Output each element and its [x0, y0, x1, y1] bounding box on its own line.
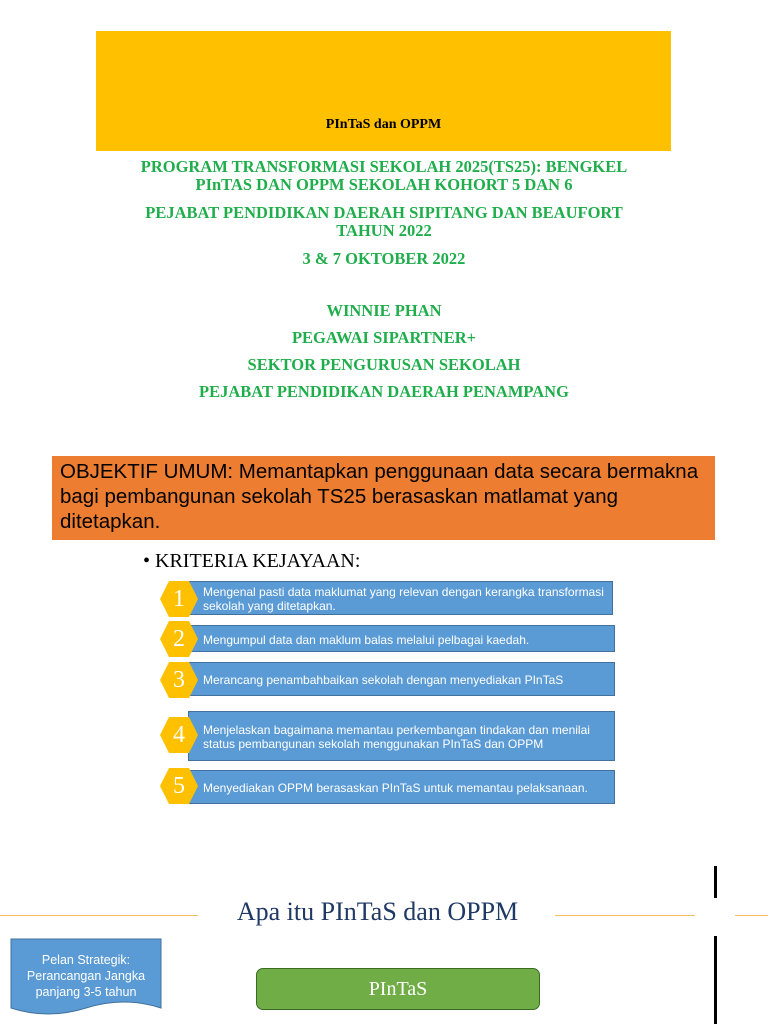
presenter-role: PEGAWAI SIPARTNER+ [291, 328, 477, 347]
criteria-item-5: Menyediakan OPPM berasaskan PInTaS untuk memantau pelaksanaan. [188, 770, 615, 804]
title-rule-far [735, 915, 768, 916]
pintas-box: PInTaS [256, 968, 540, 1010]
title-rule-left [0, 915, 198, 916]
divider-bar [714, 866, 717, 898]
criteria-number-2: 2 [159, 620, 199, 658]
title-banner [96, 31, 671, 151]
criteria-number-4: 4 [159, 716, 199, 754]
office-line-1: PEJABAT PENDIDIKAN DAERAH SIPITANG DAN BEAUFORT [145, 203, 623, 222]
criteria-number-3: 3 [159, 661, 199, 699]
title-rule-right [555, 915, 695, 916]
criteria-item-2: Mengumpul data dan maklum balas melalui pelbagai kaedah. [188, 625, 615, 652]
program-title-line-1: PROGRAM TRANSFORMASI SEKOLAH 2025(TS25): BENGKEL [140, 157, 628, 176]
slide2-title: Apa itu PInTaS dan OPPM [236, 897, 519, 926]
program-title-line-2: PInTAS DAN OPPM SEKOLAH KOHORT 5 DAN 6 [195, 175, 573, 194]
divider-bar [714, 936, 717, 1024]
criteria-item-3: Merancang penambahbaikan sekolah dengan menyediakan PInTaS [188, 662, 615, 696]
pelan-strategik-text: Pelan Strategik: Perancangan Jangka panjang 3-5 tahun [26, 953, 146, 999]
date-line: 3 & 7 OKTOBER 2022 [302, 249, 466, 268]
presenter-sector: SEKTOR PENGURUSAN SEKOLAH [247, 355, 521, 374]
banner-title: PInTaS dan OPPM [325, 117, 442, 132]
criteria-number-1: 1 [159, 580, 199, 618]
kriteria-heading: • KRITERIA KEJAYAAN: [143, 550, 361, 572]
criteria-item-4: Menjelaskan bagaimana memantau perkembangan tindakan dan menilai status pembangunan sekolah menggunakan PInTaS dan OPPM [188, 711, 615, 761]
criteria-item-1: Mengenal pasti data maklumat yang relevan dengan kerangka transformasi sekolah yang ditetapkan. [188, 581, 613, 615]
office-line-2: TAHUN 2022 [336, 221, 432, 240]
presenter-name: WINNIE PHAN [326, 301, 442, 320]
presenter-office: PEJABAT PENDIDIKAN DAERAH PENAMPANG [199, 382, 569, 401]
objective-box: OBJEKTIF UMUM: Memantapkan penggunaan data secara bermakna bagi pembangunan sekolah TS25 berasaskan matlamat yang ditetapkan. [52, 456, 715, 540]
criteria-number-5: 5 [159, 767, 199, 805]
